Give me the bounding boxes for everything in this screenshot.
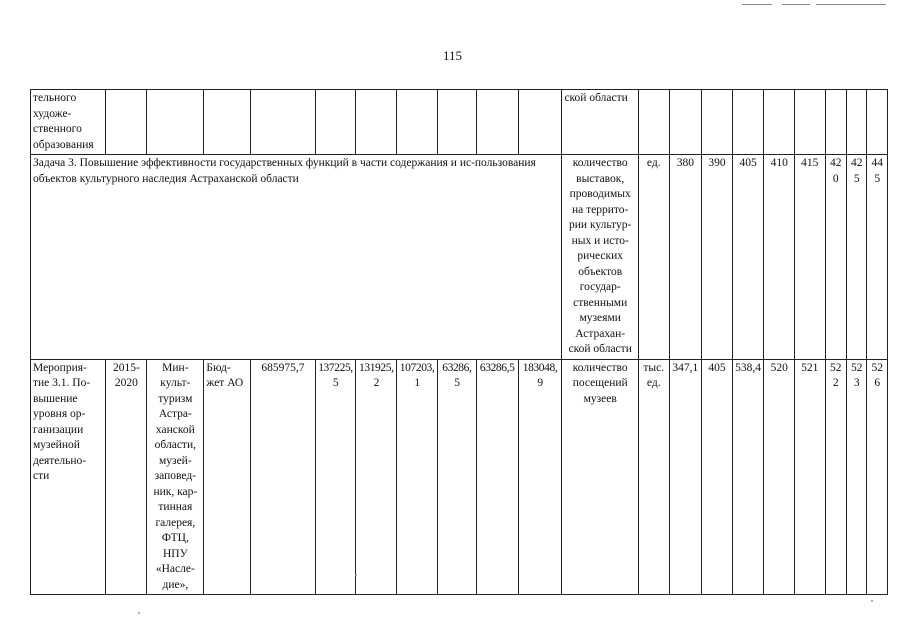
value-cell: 538,4 [732,359,764,595]
source-cell: Бюд- жет АО [204,359,251,595]
empty-cell [825,90,846,155]
funding-cell: 183048,9 [518,359,562,595]
unit-cell: тыс. ед. [638,359,669,595]
scan-artifact-line [742,4,772,5]
value-cell: 425 [847,155,867,360]
empty-cell [847,90,867,155]
executor-cell: Мин- культ- туризм Астра- ханской области, музей- заповед- ник, кар- тинная галерея, ФТЦ, НПУ «Насле- дие», [147,359,204,595]
name-line: ственного [33,123,82,135]
name-line: образования [33,138,94,151]
funding-cell: 137225,5 [315,359,356,595]
value-cell: 521 [795,359,826,595]
value-cell: 415 [795,155,826,360]
scan-speck [871,600,873,602]
empty-cell [147,90,204,155]
value-cell: 347,1 [669,359,702,595]
funding-cell: 63286,5 [437,359,476,595]
program-table [30,89,888,595]
measure-name-cell [31,90,106,155]
task-title: Задача 3. Повышение эффективности государственных функций в части содержания и ис-пользования объектов культурного наследия Астраханской области [31,155,562,360]
page-number: 115 [442,48,463,63]
funding-cell: 107203,1 [397,359,438,595]
empty-cell [106,90,147,155]
empty-cell [251,90,315,155]
empty-cell [795,90,826,155]
table-row-continuation [31,90,888,155]
table-row-measure31 [31,359,888,595]
indicator-cell: количество посещений музеев [562,359,639,595]
value-cell: 520 [764,359,795,595]
value-cell: 380 [669,155,702,360]
value-cell: 523 [847,359,867,595]
value-cell: 390 [702,155,733,360]
empty-cell [437,90,476,155]
value-cell: 420 [825,155,846,360]
funding-cell: 63286,5 [476,359,518,595]
total-funding-cell: 685975,7 [251,359,315,595]
scan-speck [355,574,357,576]
empty-cell [476,90,518,155]
funding-cell: 131925,2 [356,359,397,595]
indicator-cell: ской области [562,90,639,155]
empty-cell [518,90,562,155]
empty-cell [732,90,764,155]
scan-artifact-line [816,4,886,5]
value-cell: 522 [825,359,846,595]
scan-speck [138,612,140,614]
empty-cell [356,90,397,155]
name-line: тельного [33,92,77,104]
empty-cell [638,90,669,155]
value-cell: 405 [732,155,764,360]
unit-cell: ед. [638,155,669,360]
table-row-task3 [31,155,888,360]
empty-cell [204,90,251,155]
name-line: художе- [33,107,72,120]
empty-cell [315,90,356,155]
scan-artifact-line [782,4,810,5]
period-cell: 2015- 2020 [106,359,147,595]
empty-cell [397,90,438,155]
value-cell: 445 [867,155,888,360]
value-cell: 405 [702,359,733,595]
empty-cell [702,90,733,155]
empty-cell [867,90,888,155]
empty-cell [669,90,702,155]
value-cell: 410 [764,155,795,360]
empty-cell [764,90,795,155]
indicator-cell: количество выставок, проводимых на террито- рии культур- ных и исто- рических объектов государ- ственными музеями Астрахан- ской области [562,155,639,360]
value-cell: 526 [867,359,888,595]
measure-name-cell: Мероприя- тие 3.1. По- вышение уровня ор- ганизации музейной деятельно- сти [31,359,106,595]
